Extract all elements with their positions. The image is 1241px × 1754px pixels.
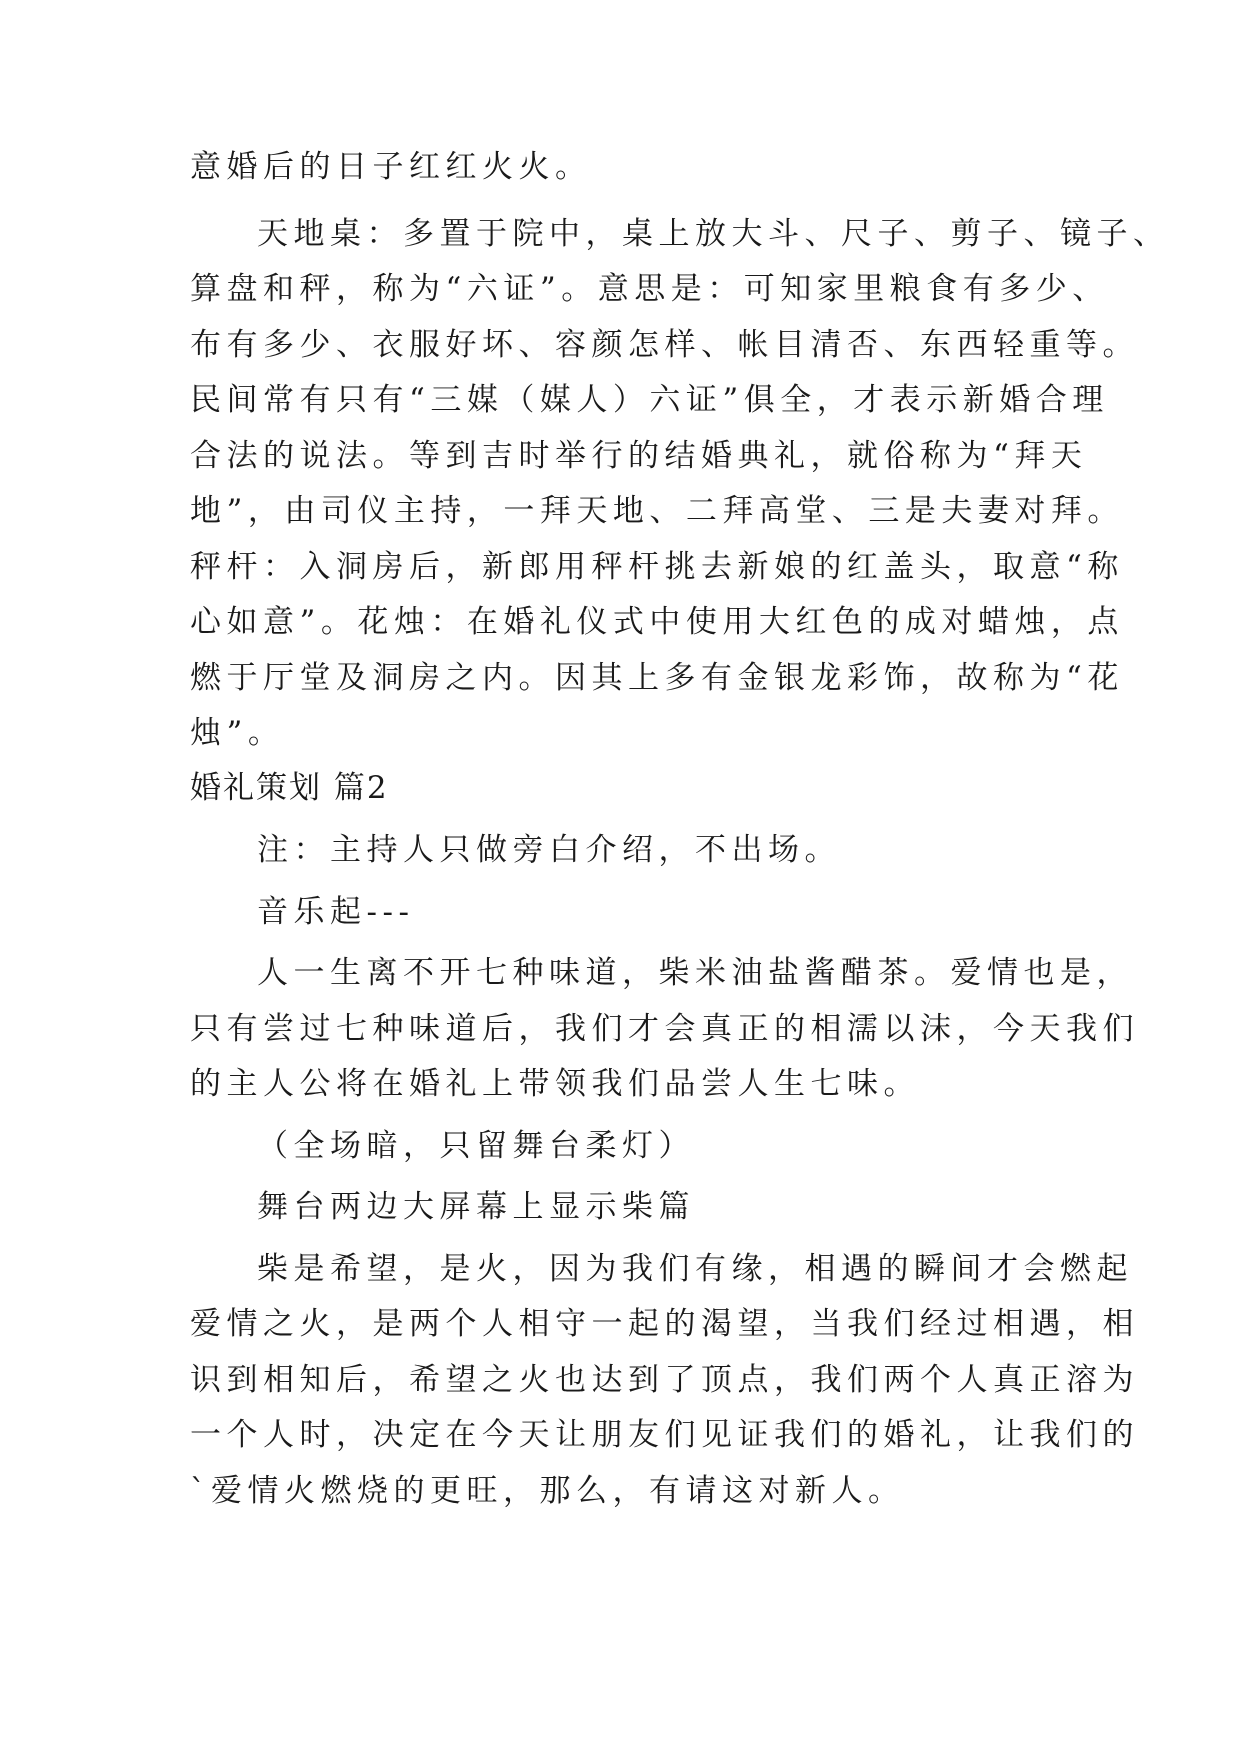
paragraph-line: 爱情之火，是两个人相守一起的渴望，当我们经过相遇，相 (190, 1306, 1139, 1342)
paragraph-line: 识到相知后，希望之火也达到了顶点，我们两个人真正溶为 (190, 1362, 1139, 1398)
paragraph-line: 合法的说法。等到吉时举行的结婚典礼，就俗称为“拜天 (190, 438, 1088, 474)
paragraph-line: 人一生离不开七种味道，柴米油盐酱醋茶。爱情也是， (257, 955, 1133, 991)
paragraph-line: 布有多少、衣服好坏、容颜怎样、帐目清否、东西轻重等。 (190, 327, 1139, 363)
paragraph-line: 注：主持人只做旁白介绍，不出场。 (257, 832, 841, 868)
paragraph-line: 地”，由司仪主持，一拜天地、二拜高堂、三是夫妻对拜。 (190, 493, 1124, 529)
paragraph-line: 意婚后的日子红红火火。 (190, 149, 592, 185)
paragraph-line: 柴是希望，是火，因为我们有缘，相遇的瞬间才会燃起 (257, 1251, 1133, 1287)
paragraph-line: `爱情火燃烧的更旺，那么，有请这对新人。 (190, 1473, 905, 1509)
paragraph-line: 一个人时，决定在今天让朋友们见证我们的婚礼，让我们的 (190, 1417, 1139, 1453)
paragraph-line: 只有尝过七种味道后，我们才会真正的相濡以沫，今天我们 (190, 1011, 1139, 1047)
paragraph-line: 烛”。 (190, 715, 285, 751)
paragraph-line: 燃于厅堂及洞房之内。因其上多有金银龙彩饰，故称为“花 (190, 660, 1124, 696)
paragraph-line: 舞台两边大屏幕上显示柴篇 (257, 1189, 695, 1225)
paragraph-line: 算盘和秤，称为“六证”。意思是：可知家里粮食有多少、 (190, 271, 1109, 307)
paragraph-line: 音乐起--- (257, 894, 415, 930)
paragraph-line: （全场暗，只留舞台柔灯） (257, 1128, 695, 1164)
paragraph-line: 心如意”。花烛：在婚礼仪式中使用大红色的成对蜡烛，点 (190, 604, 1124, 640)
paragraph-line: 天地桌：多置于院中，桌上放大斗、尺子、剪子、镜子、 (257, 216, 1170, 252)
paragraph-line: 民间常有只有“三媒（媒人）六证”俱全，才表示新婚合理 (190, 382, 1109, 418)
paragraph-line: 秤杆：入洞房后，新郎用秤杆挑去新娘的红盖头，取意“称 (190, 549, 1124, 585)
section-heading: 婚礼策划 篇2 (190, 770, 389, 806)
paragraph-line: 的主人公将在婚礼上带领我们品尝人生七味。 (190, 1066, 920, 1102)
